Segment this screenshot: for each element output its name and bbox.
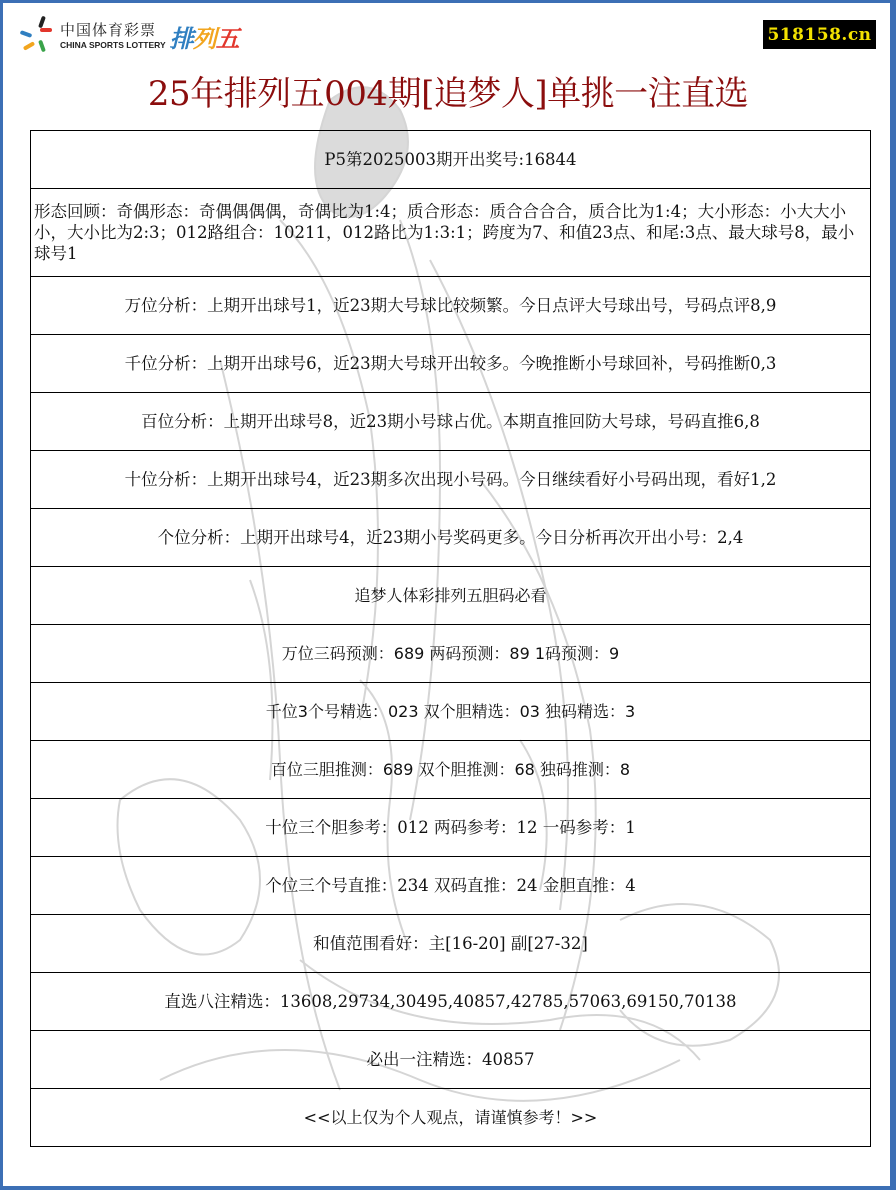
table-row-hundreds-prediction	[31, 741, 871, 799]
logo-chinese-text: 中国体育彩票	[60, 20, 157, 39]
china-sports-lottery-logo	[18, 16, 239, 56]
table-row-units-prediction	[31, 857, 871, 915]
table-row-tens-prediction	[31, 799, 871, 857]
disclaimer-cell: <<以上仅为个人观点，请谨慎参考！>>	[31, 1089, 871, 1147]
pattern-review-cell: 形态回顾：奇偶形态：奇偶偶偶偶，奇偶比为1:4；质合形态：质合合合合，质合比为1:4；大小形态：小大大小小，大小比为2:3；012路组合：10211，012路比为1:3:1；跨度为7、和值23点、和尾:3点、最大球号8，最小球号1	[31, 189, 871, 277]
thousands-prediction-cell: 千位3个号精选：023 双个胆精选：03 独码精选：3	[31, 683, 871, 741]
table-row-disclaimer	[31, 1089, 871, 1147]
table-row-sum-range	[31, 915, 871, 973]
pailie-five-logo-text: 排列五	[169, 24, 239, 53]
thousands-analysis-cell: 千位分析：上期开出球号6，近23期大号球开出较多。今晚推断小号球回补，号码推断0,3	[31, 335, 871, 393]
tens-prediction-cell: 十位三个胆参考：012 两码参考：12 一码参考：1	[31, 799, 871, 857]
hundreds-analysis-cell: 百位分析：上期开出球号8，近23期小号球占优。本期直推回防大号球，号码直推6,8	[31, 393, 871, 451]
table-row-section-heading	[31, 567, 871, 625]
ten-thousands-prediction-cell: 万位三码预测：689 两码预测：89 1码预测：9	[31, 625, 871, 683]
units-prediction-cell: 个位三个号直推：234 双码直推：24 金胆直推：4	[31, 857, 871, 915]
single-pick-cell: 必出一注精选：40857	[31, 1031, 871, 1089]
table-row-pattern-review	[31, 189, 871, 277]
table-row-thousands-prediction	[31, 683, 871, 741]
page-title: 25年排列五004期[追梦人]单挑一注直选	[147, 74, 749, 114]
table-row-ten-thousands-analysis	[31, 277, 871, 335]
sum-range-cell: 和值范围看好：主[16-20] 副[27-32]	[31, 915, 871, 973]
table-row-hundreds-analysis	[31, 393, 871, 451]
table-row-ten-thousands-prediction	[31, 625, 871, 683]
tens-analysis-cell: 十位分析：上期开出球号4，近23期多次出现小号码。今日继续看好小号码出现，看好1,2	[31, 451, 871, 509]
site-domain-badge: 518158.cn	[763, 20, 876, 49]
table-row-eight-picks	[31, 973, 871, 1031]
section-heading-cell: 追梦人体彩排列五胆码必看	[31, 567, 871, 625]
table-row-units-analysis	[31, 509, 871, 567]
table-row-single-pick	[31, 1031, 871, 1089]
page-header	[0, 0, 896, 130]
table-row-tens-analysis	[31, 451, 871, 509]
lottery-star-logo-icon	[18, 18, 54, 54]
logo-english-text: CHINA SPORTS LOTTERY	[60, 39, 166, 50]
draw-result-cell: P5第2025003期开出奖号:16844	[31, 131, 871, 189]
table-row-draw-result	[31, 131, 871, 189]
units-analysis-cell: 个位分析：上期开出球号4，近23期小号奖码更多。今日分析再次开出小号：2,4	[31, 509, 871, 567]
table-row-thousands-analysis	[31, 335, 871, 393]
eight-picks-cell: 直选八注精选：13608,29734,30495,40857,42785,57063,69150,70138	[31, 973, 871, 1031]
prediction-table	[30, 130, 871, 1147]
ten-thousands-analysis-cell: 万位分析：上期开出球号1，近23期大号球比较频繁。今日点评大号球出号，号码点评8,9	[31, 277, 871, 335]
hundreds-prediction-cell: 百位三胆推测：689 双个胆推测：68 独码推测：8	[31, 741, 871, 799]
